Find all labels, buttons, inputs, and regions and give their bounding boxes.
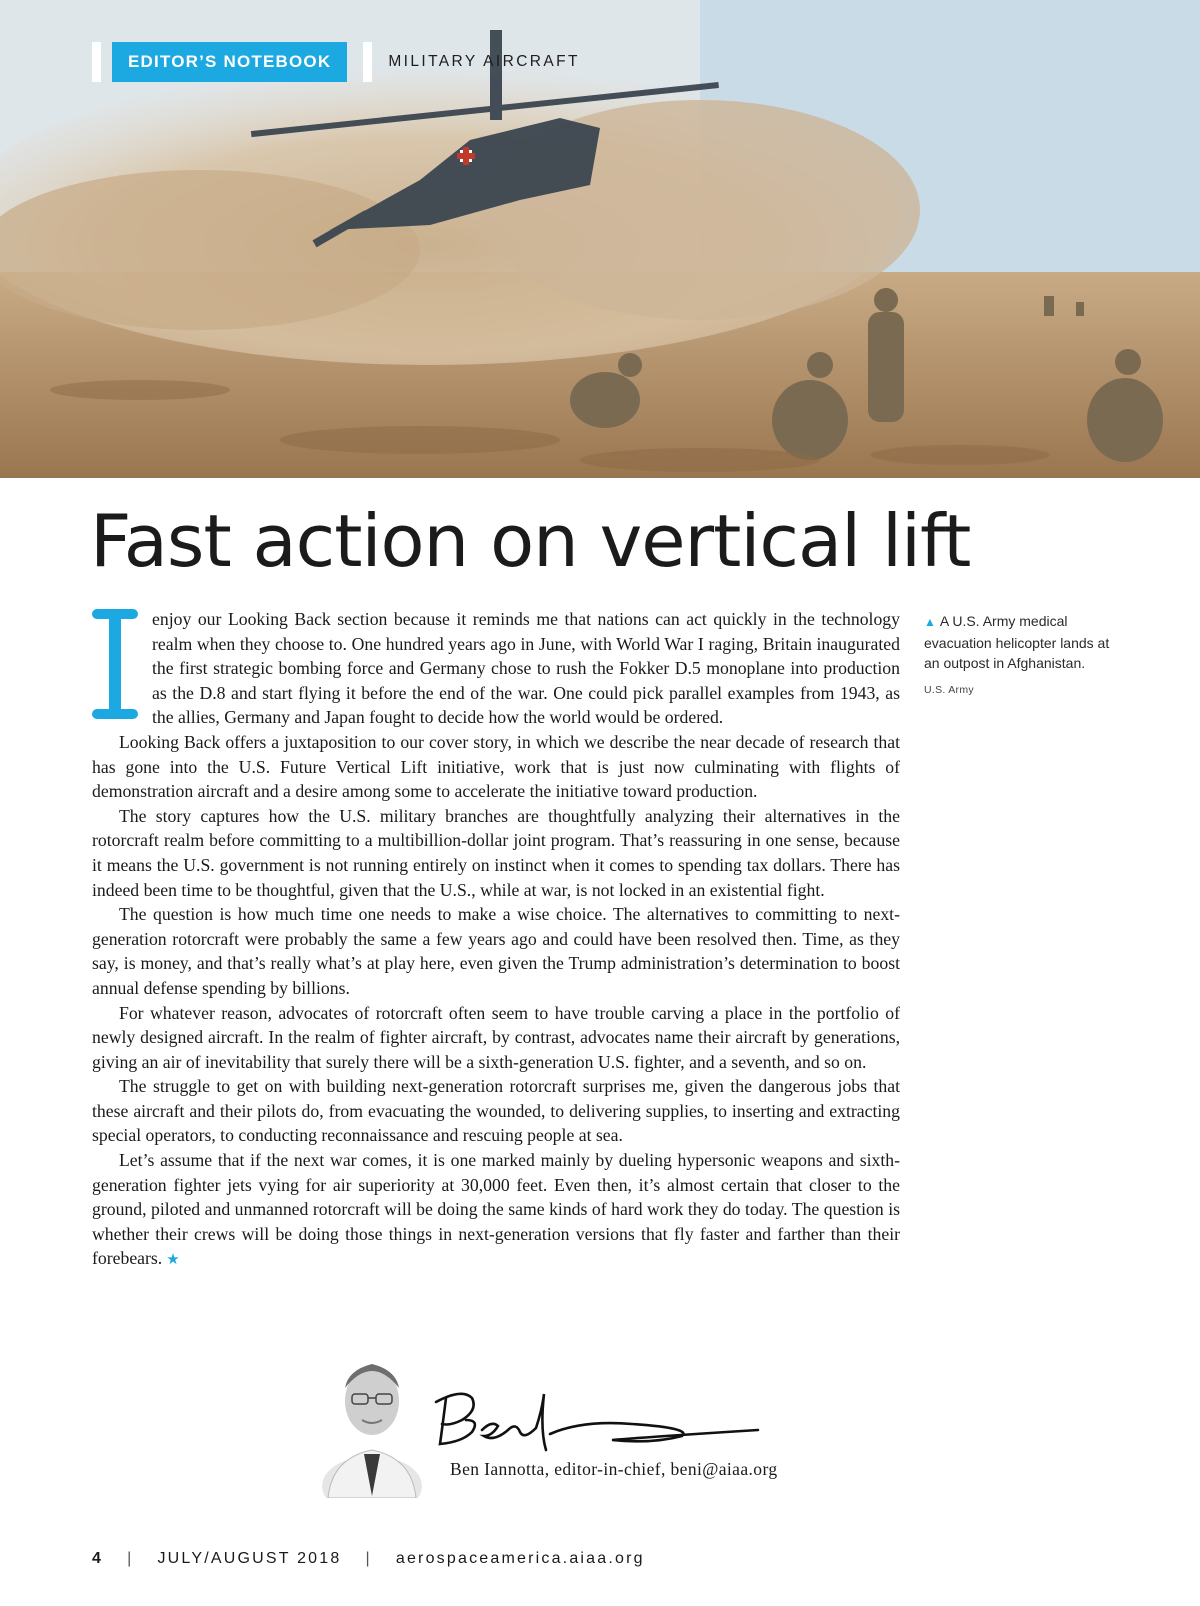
footer-separator: | bbox=[365, 1550, 372, 1567]
photo-credit: U.S. Army bbox=[924, 683, 974, 696]
end-star-icon: ★ bbox=[166, 1250, 180, 1269]
tag-divider bbox=[92, 42, 101, 82]
tag-divider bbox=[363, 42, 372, 82]
website-link[interactable]: aerospaceamerica.aiaa.org bbox=[395, 1550, 645, 1567]
author-signature bbox=[432, 1380, 762, 1460]
footer-separator: | bbox=[127, 1550, 134, 1567]
article-body bbox=[92, 607, 900, 1272]
signature-image bbox=[432, 1380, 762, 1460]
page-footer bbox=[92, 1550, 645, 1568]
author-portrait-image bbox=[318, 1346, 426, 1498]
author-portrait bbox=[318, 1346, 426, 1498]
paragraph-text: enjoy our Looking Back section because it reminds me that nations can act quickly in the technology realm when they choose to. One hundred years ago in June, with World War I raging, Britain inaugurated the first strategic bombing force and Germany chose to rush the Fokker D.5 monoplane into production as the D.8 and start flying it before the end of the war. One could pick parallel examples from 1943, as the allies, Germany and Japan fought to decide how the world would be ordered. bbox=[152, 609, 900, 728]
page-number: 4 bbox=[92, 1550, 104, 1567]
hero-photo bbox=[0, 0, 1200, 478]
paragraph-4: The question is how much time one needs to make a wise choice. The alternatives to committing to next-generation rotorcraft were probably the same a few years ago and could have been resolved then. Time, as they say, is money, and that’s really what’s at play here, even given the Trump administration’s determination to boost annual defense spending by billions. bbox=[92, 904, 900, 998]
article-title: Fast action on vertical lift bbox=[90, 499, 971, 583]
caption-text: A U.S. Army medical evacuation helicopter lands at an outpost in Afghanistan. bbox=[924, 613, 1110, 671]
issue-date: JULY/AUGUST 2018 bbox=[157, 1550, 342, 1567]
section-tag: EDITOR’S NOTEBOOK bbox=[112, 42, 347, 82]
paragraph-3: The story captures how the U.S. military branches are thoughtfully analyzing their alternatives in the rotorcraft realm before committing to a multibillion-dollar joint program. That’s reassuring in one sense, because it means the U.S. government is not running entirely on instinct when it comes to spending tax dollars. There has indeed been time to be thoughtful, given that the U.S., while at war, is not locked in an existential fight. bbox=[92, 805, 900, 900]
paragraph-7 bbox=[92, 1148, 900, 1272]
paragraph-2: Looking Back offers a juxtaposition to our cover story, in which we describe the near decade of research that has gone into the U.S. Future Vertical Lift initiative, work that is just now culminating with flights of demonstration aircraft and a desire among some to accelerate the initiative toward production. bbox=[92, 731, 900, 802]
paragraph-6: The struggle to get on with building next-generation rotorcraft surprises me, given the dangerous jobs that these aircraft and their pilots do, from evacuating the wounded, to delivering supplies, to inserting and extracting special operators, to conducting reconnaissance and rescuing people at sea. bbox=[92, 1076, 900, 1146]
paragraph-text: Let’s assume that if the next war comes, it is one marked mainly by dueling hypersonic weapons and sixth-generation fighter jets vying for air superiority at 30,000 feet. Even then, it’s almost certain that closer to the ground, piloted and unmanned rotorcraft will be doing the same kinds of hard work they do today. The question is whether their crews will be doing those things in next-generation versions that fly faster and farther than their forebears. bbox=[92, 1150, 900, 1269]
section-tags bbox=[92, 42, 580, 82]
paragraph-5: For whatever reason, advocates of rotorcraft often seem to have trouble carving a place in the portfolio of newly designed aircraft. In the realm of fighter aircraft, by contrast, advocates name their aircraft by generations, giving an air of inevitability that surely there will be a sixth-generation U.S. fighter, and a seventh, and so on. bbox=[92, 1002, 900, 1072]
dropcap bbox=[92, 609, 138, 719]
caption-arrow-icon: ▲ bbox=[924, 615, 936, 629]
dropcap-glyph bbox=[92, 609, 138, 719]
photo-caption bbox=[924, 611, 1120, 700]
author-byline: Ben Iannotta, editor-in-chief, beni@aiaa.org bbox=[450, 1459, 778, 1479]
topic-tag: MILITARY AIRCRAFT bbox=[388, 53, 580, 70]
paragraph-1 bbox=[92, 607, 900, 730]
